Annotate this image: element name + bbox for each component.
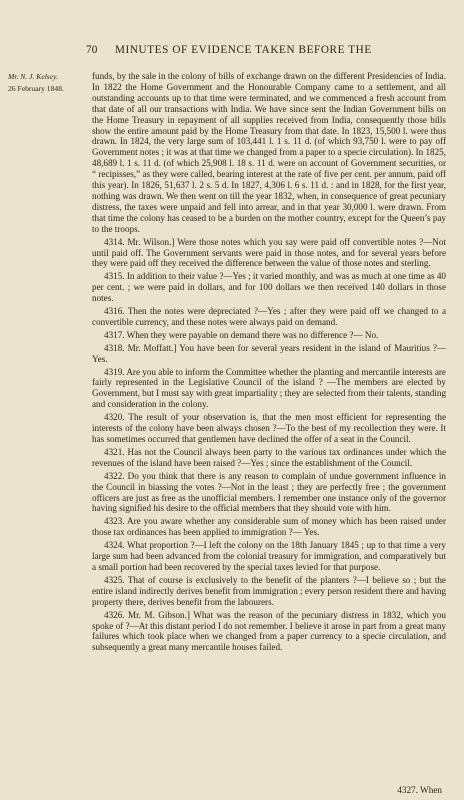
evidence-text [92, 69, 446, 653]
paragraph: 4314. Mr. Wilson.] Were those notes which you say were paid off convertible notes ?—Not until paid off. The Government servants were paid in those notes, and for several years before they were paid off they received the difference between the value of those notes and sterling. [92, 236, 446, 269]
running-title: MINUTES OF EVIDENCE TAKEN BEFORE THE [115, 44, 372, 56]
paragraph: 4325. That of course is exclusively to the benefit of the planters ?—I believe so ; but the entire island indirectly derives benefit from immigration ; every person resident there and having property there, derives benefit from the labourers. [92, 574, 446, 607]
paragraph: 4317. When they were payable on demand there was no difference ?— No. [104, 329, 379, 340]
margin-date: 26 February 1848. [8, 84, 64, 93]
paragraph: 4324. What proportion ?—I left the colony on the 18th January 1845 ; up to that time a very large sum had been advanced from the colonial treasury for immigration, and comparatively but a small portion had been recovered by the special taxes levied for that purpose. [92, 540, 446, 572]
paragraph: 4319. Are you able to inform the Committee whether the planting and mercantile interests are fairly represented in the Legislative Council of the island ? —The members are elected by Government, but I must say with great impartiality ; they are selected from their talents, standing and consideration in the colony. [92, 366, 447, 410]
paragraph: 4323. Are you aware whether any considerable sum of money which has been raised under those tax ordinances has been applied to immigration ?— Yes. [92, 516, 446, 538]
paragraph: 4322. Do you think that there is any reason to complain of undue government influence in the Council in biassing the votes ?—Not in the least ; they are perfectly free ; the government officers are just as free as the unofficial members. I remember one instance only of the governor having signified his desire to the official members that they should vote with him. [92, 470, 446, 514]
paragraph: 4320. The result of your observation is, that the men most efficient for representing the interests of the colony have been always chosen ?—To the best of my recollection they were. It has sometimes occurred that gentlemen have declined the offer of a seat in the Council. [92, 412, 446, 444]
paragraph: funds, by the sale in the colony of bills of exchange drawn on the different Presidencies of India. In 1822 the Home Government and the Honourable Company came to a settlement, and all outstanding accounts up to that time were terminated, and we commenced a fresh account from that date of all our transactions with India. We have since sent the Indian Government bills on the Home Treasury in repayment of all supplies received from India, consequently those bills show the entire amount paid by the Home Treasury from that date. In 1823, 15,500 l. were thus drawn. In 1824, the very large sum of 103,441 l. 1 s. 11 d. (of which 93,750 l. were to pay off Government notes ; it was at that time we changed from a paper to a specie circulation). In 1825, 48,689 l. 1 s. 11 d. (of which 25,908 l. 18 s. 11 d. were on account of Government securities, or “ recipisses,” as they were called, bearing interest at the rate of five per cent. per annum, paid off this year). In 1826, 51,637 l. 2 s. 5 d. In 1827, 4,306 l. 6 s. 11 d. : and in 1828, for the first year, nothing was drawn. We then went on till the year 1832, when, in consequence of great pecuniary distress, the taxes were unpaid and fell into arrear, and in that year 30,000 l. were drawn. From that time the colony has ceased to be a burden on the mother country, except for the Queen’s pay to the troops. [92, 71, 446, 234]
paragraph: 4318. Mr. Moffatt.] You have been for several years resident in the island of Mauritius ?—Yes. [92, 342, 446, 364]
paragraph: 4315. In addition to their value ?—Yes ; it varied monthly, and was as much at one time as 40 per cent. ; we were paid in dollars, and for 100 dollars we then received 140 dollars in those notes. [92, 271, 446, 304]
paragraph: 4321. Has not the Council always been party to the various tax ordinances under which the revenues of the island have been raised ?—Yes ; since the establishment of the Council. [92, 446, 446, 468]
page-number: 70 [86, 44, 98, 56]
paragraph: 4326. Mr. M. Gibson.] What was the reason of the pecuniary distress in 1832, which you spoke of ?—At this distant period I do not remember. I believe it arose in part from a great many failures which took place when we changed from a paper currency to a specie circulation, and subsequently a great many mercantile houses failed. [92, 609, 446, 653]
margin-witness-name: Mr. N. J. Kelsey. [8, 72, 58, 81]
catchword: 4327. When [397, 785, 442, 795]
paragraph: 4316. Then the notes were depreciated ?—Yes ; after they were paid off we changed to a convertible currency, and these notes were always paid on demand. [92, 306, 446, 327]
page-header [86, 44, 444, 56]
